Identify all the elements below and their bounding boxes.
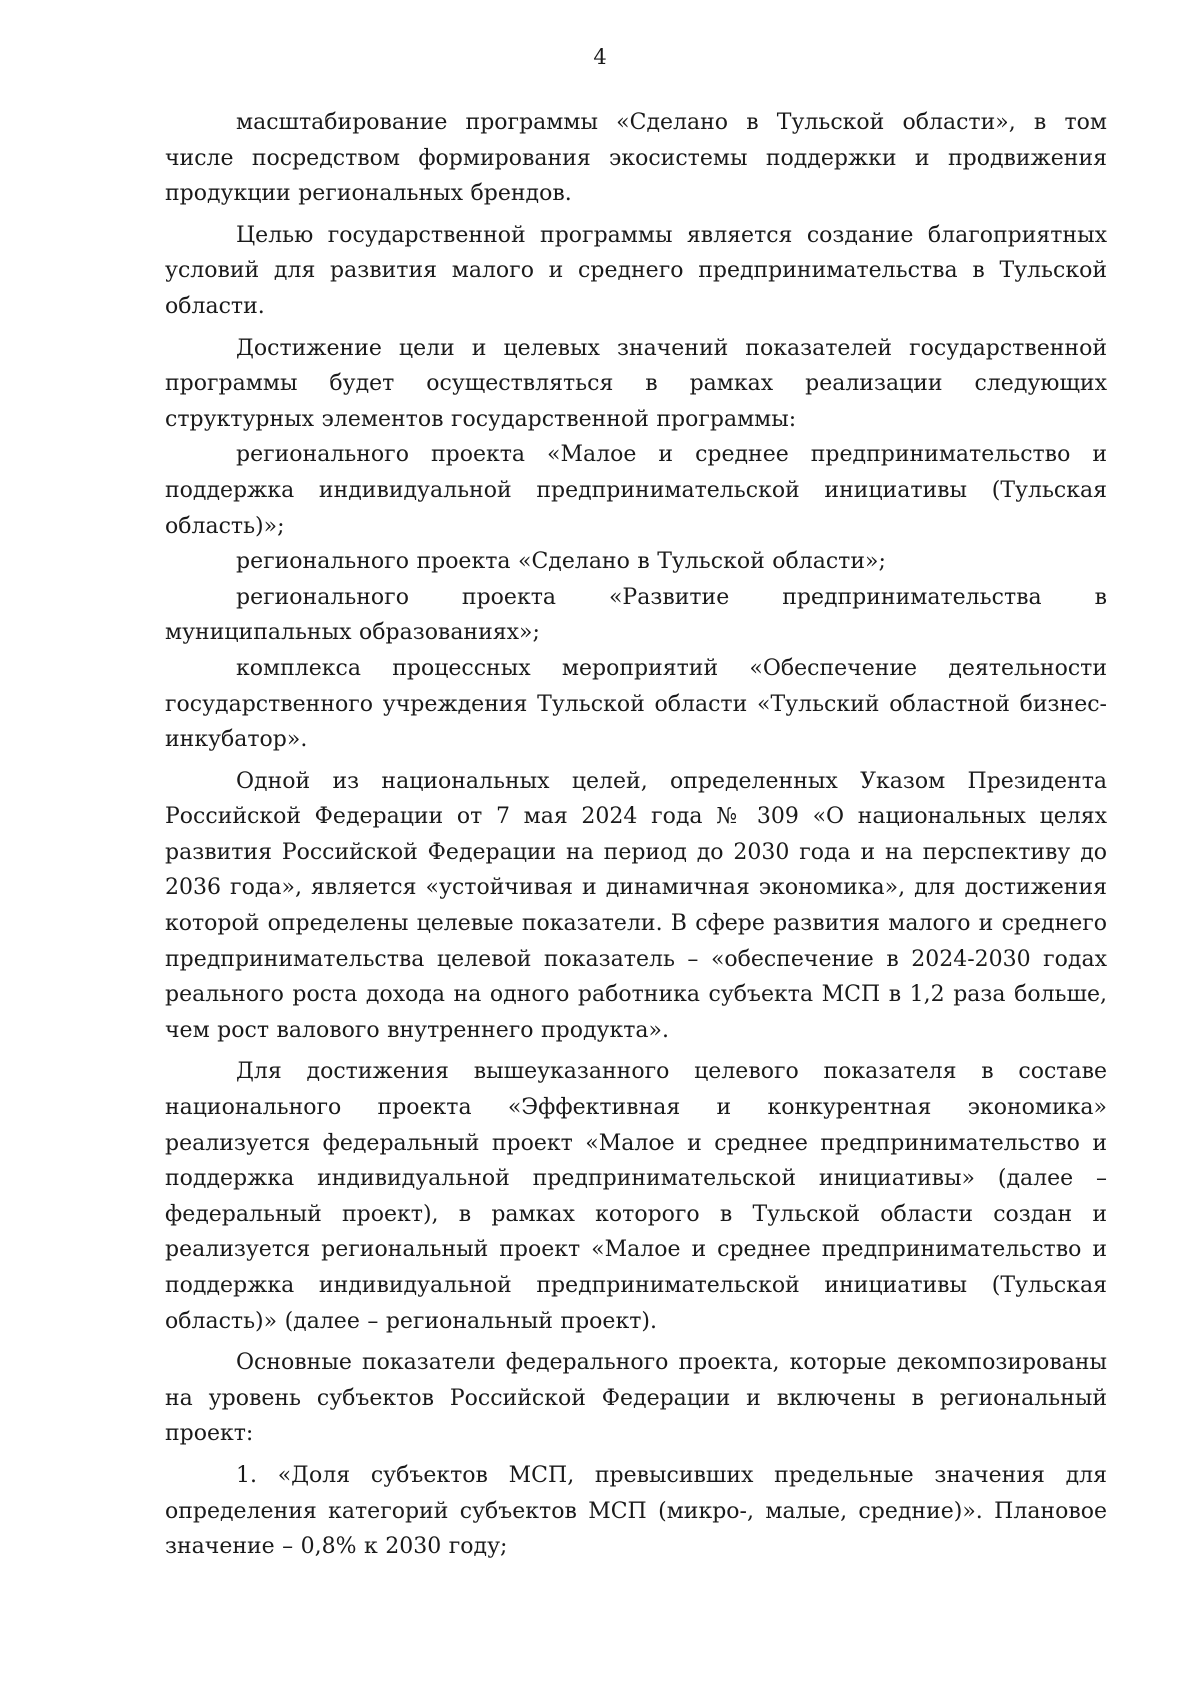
list-item-regional-project-msp: регионального проекта «Малое и среднее предпринимательство и поддержка индивидуальной предпринимательской инициативы (Тульская область)»; — [165, 442, 1107, 539]
paragraph-continuation: масштабирование программы «Сделано в Тульской области», в том числе посредством формирования экосистемы поддержки и продвижения продукции региональных брендов. — [165, 110, 1107, 207]
page-number: 4 — [593, 45, 607, 69]
paragraph-national-goals — [165, 764, 1107, 1049]
paragraph-main-indicators: Основные показатели федерального проекта, которые декомпозированы на уровень субъектов Российской Федерации и включены в региональный проект: — [165, 1350, 1107, 1447]
list-item-process-measures: комплекса процессных мероприятий «Обеспечение деятельности государственного учреждения Тульской области «Тульский областной бизнес-инкубатор». — [165, 655, 1107, 753]
list-item-indicator-1: 1. «Доля субъектов МСП, превысивших предельные значения для определения категорий субъектов МСП (микро-, малые, средние)». Плановое значение – 0,8% к 2030 году; — [165, 1462, 1107, 1560]
paragraph-federal-project: Для достижения вышеуказанного целевого показателя в составе национального проекта «Эффективная и конкурентная экономика» реализуется федеральный проект «Малое и среднее предпринимательство и поддержка индивидуальной предпринимательской инициативы» (далее – федеральный проект), в рамках которого в Тульской области создан и реализуется региональный проект «Малое и среднее предпринимательство и поддержка индивидуальной предпринимательской инициативы (Тульская область)» (далее – региональный проект). — [165, 1059, 1107, 1334]
paragraph-structural-elements: Достижение цели и целевых значений показателей государственной программы будет осуществляться в рамках реализации следующих структурных элементов государственной программы: — [165, 335, 1107, 432]
paragraph-program-goal: Целью государственной программы является создание благоприятных условий для развития малого и среднего предпринимательства в Тульской области. — [165, 222, 1107, 319]
list-item-regional-project-made-in-tula: регионального проекта «Сделано в Тульской области»; — [236, 549, 886, 575]
list-item-regional-project-municipal: регионального проекта «Развитие предпринимательства в муниципальных образованиях»; — [165, 584, 1107, 646]
paragraph-national-goals-text: Одной из национальных целей, определенных Указом Президента Российской Федерации от 7 мая 2024 года № 309 «О национальных целях развития Российской Федерации на период до 2030 года и на перспективу до 2036 года», является «устойчивая и динамичная экономика», для достижения которой определены целевые показатели. В сфере развития малого и среднего предпринимательства целевой показатель – «обеспечение в 2024-2030 годах реального роста дохода на одного работника субъекта МСП в 1,2 раза больше, чем рост валового внутреннего продукта». — [165, 768, 1107, 1043]
document-body — [165, 105, 1107, 1565]
